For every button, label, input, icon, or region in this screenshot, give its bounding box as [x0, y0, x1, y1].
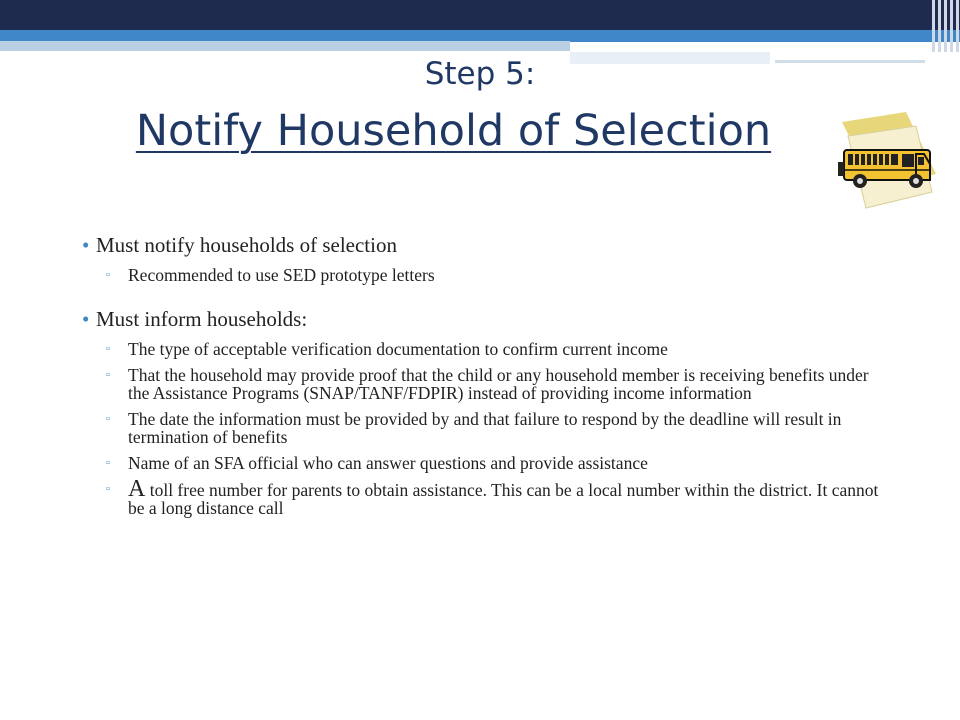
sub-bullet-item: ▫ That the household may provide proof that the child or any household member is receiving benefits under the Assistance Programs (SNAP/TANF/FDPIR) instead of providing income information	[96, 366, 886, 402]
header-bar-accent	[570, 42, 890, 50]
header-bar-navy	[0, 0, 960, 32]
header-bar-light	[0, 41, 570, 51]
header-stripes	[930, 0, 960, 52]
sub-bullet-item: ▫ The type of acceptable verification documentation to confirm current income	[96, 340, 886, 358]
sub-bullet-item: ▫ Recommended to use SED prototype letters	[96, 266, 886, 284]
sub-bullet-initial: A	[128, 476, 146, 502]
slide-title-step: Step 5:	[424, 56, 536, 92]
school-bus-icon	[836, 112, 940, 212]
sub-bullet-item: ▫ The date the information must be provided by and that failure to respond by the deadline will result in termination of benefits	[96, 410, 886, 446]
sub-bullet-item: ▫ Name of an SFA official who can answer questions and provide assistance	[96, 454, 886, 472]
slide-title: Notify Household of Selection	[135, 106, 772, 156]
bullet-item: • Must notify households of selection	[96, 232, 886, 258]
slide-body	[96, 232, 886, 517]
sub-bullet-text: toll free number for parents to obtain assistance. This can be a local number within the district. It cannot be a long distance call	[128, 480, 879, 518]
bullet-item: • Must inform households:	[96, 306, 886, 332]
sub-bullet-item	[96, 476, 886, 518]
